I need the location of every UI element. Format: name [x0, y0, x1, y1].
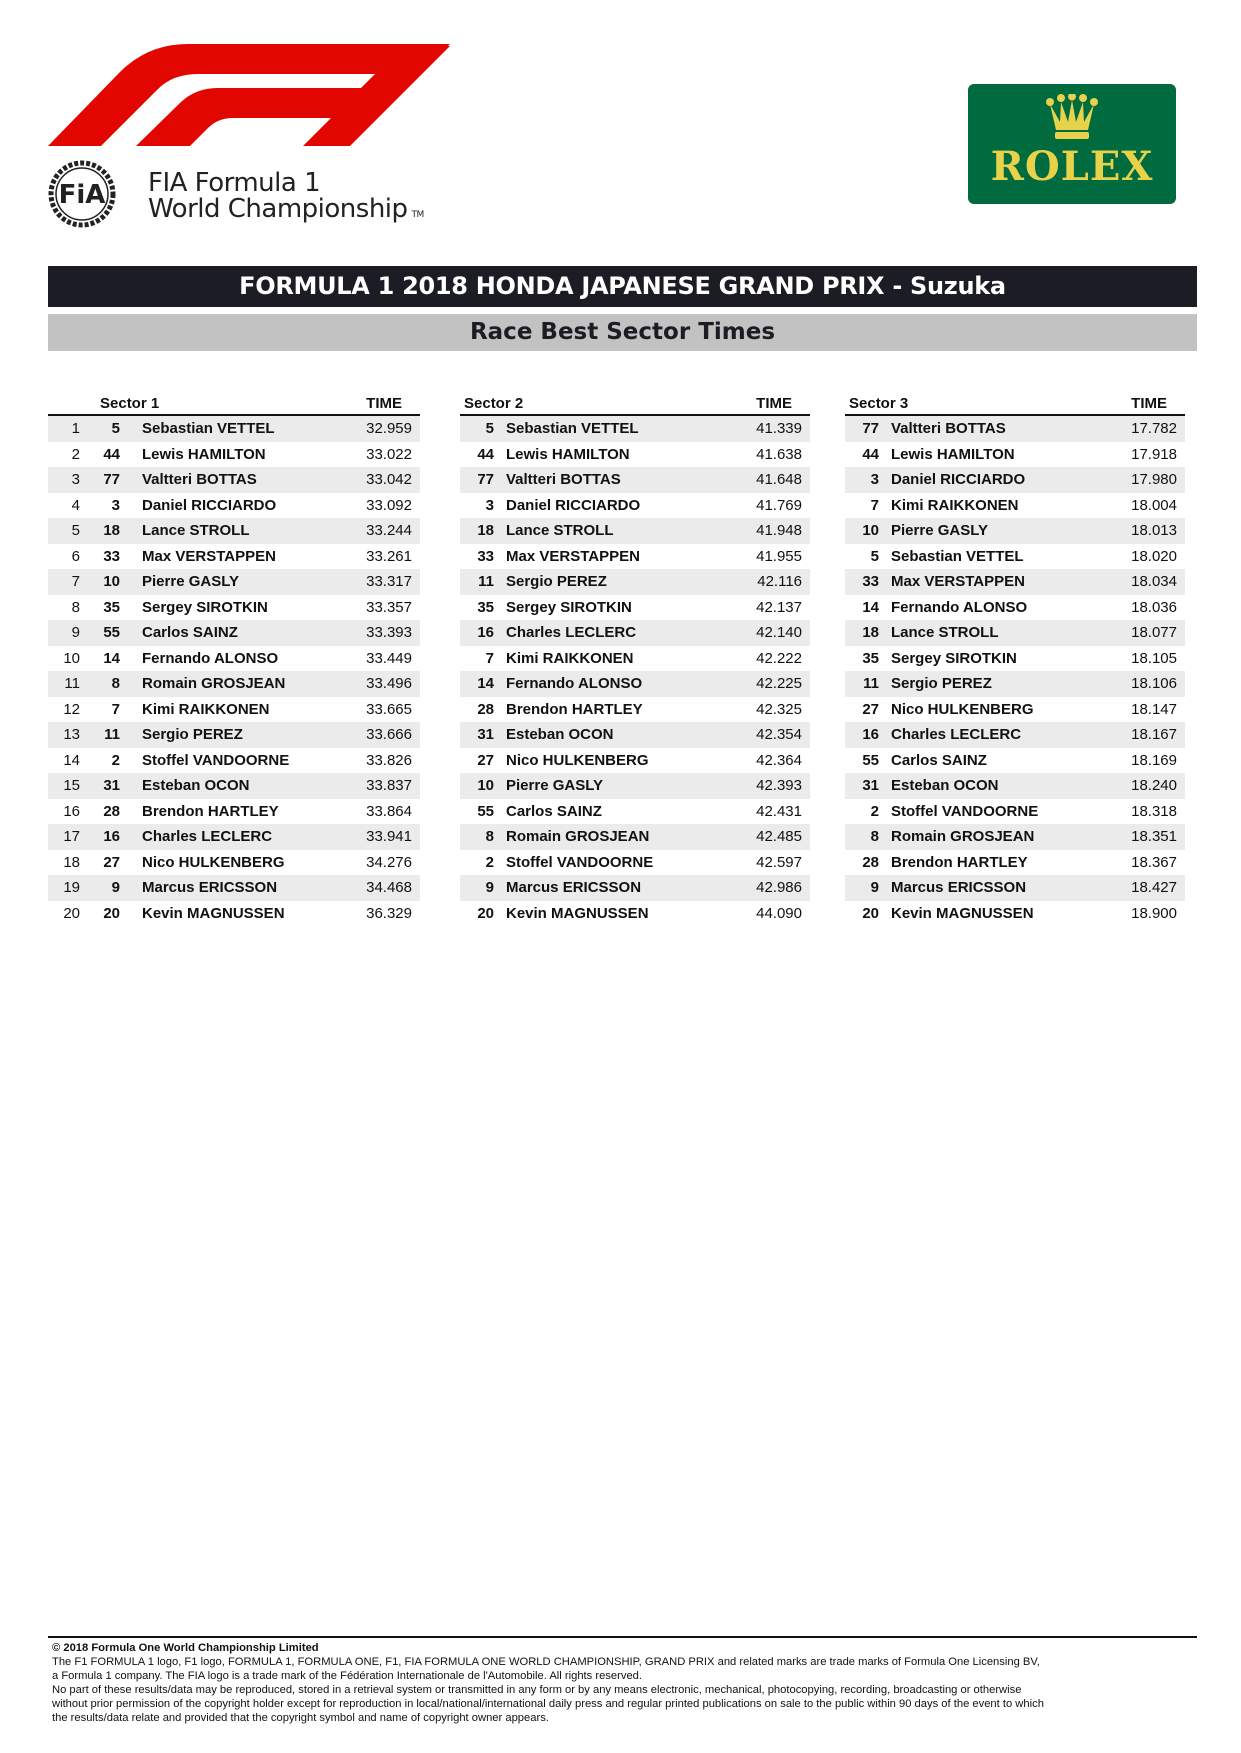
- car-number-cell: 9: [111, 879, 120, 896]
- sector-1-header: [48, 394, 420, 416]
- table-row: [845, 850, 1185, 876]
- table-row: [845, 773, 1185, 799]
- sector-1-table: [48, 394, 420, 926]
- table-row: [48, 875, 420, 901]
- table-row: [460, 850, 810, 876]
- driver-name-cell: Esteban OCON: [506, 726, 614, 743]
- table-row: [845, 569, 1185, 595]
- sector-time-cell: 18.169: [1131, 751, 1177, 769]
- sector-time-cell: 41.769: [756, 496, 802, 514]
- sector-time-cell: 32.959: [366, 420, 412, 437]
- driver-name-cell: Nico HULKENBERG: [506, 751, 649, 769]
- position-cell: 7: [71, 573, 80, 590]
- sector-time-cell: 18.036: [1131, 598, 1177, 616]
- driver-name-cell: Sergio PEREZ: [891, 675, 992, 692]
- table-row: [460, 748, 810, 774]
- time-header: TIME: [366, 395, 402, 412]
- table-row: [845, 620, 1185, 646]
- table-row: [460, 595, 810, 621]
- table-row: [845, 518, 1185, 544]
- table-row: [48, 467, 420, 493]
- sector-time-cell: 33.496: [366, 675, 412, 692]
- driver-name-cell: Lance STROLL: [142, 522, 250, 539]
- driver-name-cell: Stoffel VANDOORNE: [891, 802, 1039, 820]
- position-cell: 2: [71, 445, 80, 463]
- position-cell: 20: [63, 904, 80, 922]
- driver-name-cell: Brendon HARTLEY: [506, 700, 643, 718]
- driver-name-cell: Brendon HARTLEY: [891, 853, 1028, 871]
- driver-name-cell: Stoffel VANDOORNE: [142, 751, 290, 769]
- car-number-cell: 31: [862, 777, 879, 794]
- car-number-cell: 18: [862, 624, 879, 641]
- position-cell: 5: [71, 522, 80, 539]
- car-number-cell: 28: [477, 700, 494, 718]
- sector-time-cell: 18.147: [1131, 700, 1177, 718]
- car-number-cell: 35: [862, 649, 879, 667]
- table-row: [48, 671, 420, 697]
- sector-time-cell: 33.022: [366, 445, 412, 463]
- car-number-cell: 77: [103, 471, 120, 488]
- car-number-cell: 33: [477, 547, 494, 565]
- car-number-cell: 9: [485, 879, 494, 896]
- crown-icon: [1044, 94, 1100, 144]
- table-row: [460, 722, 810, 748]
- time-header: TIME: [1131, 395, 1167, 412]
- car-number-cell: 8: [870, 828, 879, 845]
- car-number-cell: 5: [485, 420, 494, 437]
- footer-line: The F1 FORMULA 1 logo, F1 logo, FORMULA 1, FORMULA ONE, F1, FIA FORMULA ONE WORLD CHAMPIONSHIP, GRAND PRIX and related marks are trade marks of Formula One Licensing BV,: [52, 1656, 1040, 1668]
- car-number-cell: 55: [862, 751, 879, 769]
- sector-time-cell: 42.597: [756, 853, 802, 871]
- car-number-cell: 18: [477, 522, 494, 539]
- sector-time-cell: 18.367: [1131, 853, 1177, 871]
- time-header: TIME: [756, 395, 792, 412]
- car-number-cell: 14: [862, 598, 879, 616]
- car-number-cell: 7: [870, 496, 879, 514]
- footer-copyright: © 2018 Formula One World Championship Limited: [52, 1642, 319, 1654]
- table-row: [48, 620, 420, 646]
- table-row: [845, 799, 1185, 825]
- car-number-cell: 44: [862, 445, 879, 463]
- table-row: [48, 416, 420, 442]
- table-row: [460, 518, 810, 544]
- car-number-cell: 31: [103, 777, 120, 794]
- table-row: [460, 569, 810, 595]
- sector-time-cell: 17.980: [1131, 471, 1177, 488]
- sector-time-cell: 18.106: [1131, 675, 1177, 692]
- sector-time-cell: 33.837: [366, 777, 412, 794]
- sector-time-cell: 34.276: [366, 853, 412, 871]
- fia-line-2: World Championship: [148, 194, 408, 224]
- driver-name-cell: Daniel RICCIARDO: [506, 496, 641, 514]
- position-cell: 17: [63, 828, 80, 845]
- rolex-wordmark: ROLEX: [990, 143, 1154, 190]
- sector-time-cell: 41.638: [756, 445, 802, 463]
- car-number-cell: 2: [870, 802, 879, 820]
- table-row: [845, 467, 1185, 493]
- driver-name-cell: Kevin MAGNUSSEN: [506, 904, 649, 922]
- car-number-cell: 55: [103, 624, 120, 641]
- sector-time-cell: 33.449: [366, 649, 412, 667]
- sector-time-cell: 18.013: [1131, 522, 1177, 539]
- table-row: [48, 595, 420, 621]
- sector-time-cell: 33.941: [366, 828, 412, 845]
- table-row: [460, 875, 810, 901]
- sector-time-cell: 18.020: [1131, 547, 1177, 565]
- driver-name-cell: Daniel RICCIARDO: [891, 471, 1026, 488]
- table-row: [460, 901, 810, 927]
- table-row: [460, 467, 810, 493]
- driver-name-cell: Marcus ERICSSON: [142, 879, 278, 896]
- position-cell: 12: [63, 700, 80, 718]
- car-number-cell: 77: [862, 420, 879, 437]
- sector-time-cell: 18.427: [1131, 879, 1177, 896]
- table-row: [48, 748, 420, 774]
- car-number-cell: 27: [103, 853, 120, 871]
- driver-name-cell: Carlos SAINZ: [142, 624, 238, 641]
- driver-name-cell: Kimi RAIKKONEN: [142, 700, 270, 718]
- table-row: [845, 722, 1185, 748]
- driver-name-cell: Sergey SIROTKIN: [506, 598, 632, 616]
- table-row: [48, 824, 420, 850]
- position-cell: 8: [71, 598, 80, 616]
- sector-time-cell: 18.077: [1131, 624, 1177, 641]
- driver-name-cell: Pierre GASLY: [506, 777, 603, 794]
- car-number-cell: 3: [870, 471, 879, 488]
- driver-name-cell: Marcus ERICSSON: [891, 879, 1027, 896]
- sector-2-table: [460, 394, 810, 926]
- car-number-cell: 16: [103, 828, 120, 845]
- table-row: [48, 722, 420, 748]
- fia-wordmark: [148, 170, 424, 228]
- sector-time-cell: 42.137: [756, 598, 802, 616]
- footer-divider: [48, 1636, 1197, 1638]
- position-cell: 4: [71, 496, 80, 514]
- sector-time-cell: 42.986: [756, 879, 802, 896]
- sector-time-cell: 17.918: [1131, 445, 1177, 463]
- driver-name-cell: Pierre GASLY: [891, 522, 988, 539]
- table-row: [48, 697, 420, 723]
- car-number-cell: 35: [477, 598, 494, 616]
- car-number-cell: 10: [103, 573, 120, 590]
- sector-time-cell: 36.329: [366, 904, 412, 922]
- driver-name-cell: Fernando ALONSO: [506, 675, 643, 692]
- driver-name-cell: Carlos SAINZ: [891, 751, 987, 769]
- driver-name-cell: Fernando ALONSO: [891, 598, 1028, 616]
- car-number-cell: 44: [103, 445, 120, 463]
- sector-time-cell: 42.393: [756, 777, 802, 794]
- sector-time-cell: 33.261: [366, 547, 412, 565]
- sector-time-cell: 44.090: [756, 904, 802, 922]
- table-row: [845, 416, 1185, 442]
- sector-time-cell: 42.485: [756, 828, 802, 845]
- page-title: FORMULA 1 2018 HONDA JAPANESE GRAND PRIX - Suzuka: [48, 266, 1197, 307]
- driver-name-cell: Kevin MAGNUSSEN: [142, 904, 285, 922]
- driver-name-cell: Kimi RAIKKONEN: [891, 496, 1019, 514]
- f1-logo: [48, 44, 450, 146]
- position-cell: 14: [63, 751, 80, 769]
- car-number-cell: 3: [111, 496, 120, 514]
- driver-name-cell: Stoffel VANDOORNE: [506, 853, 654, 871]
- table-row: [460, 671, 810, 697]
- driver-name-cell: Romain GROSJEAN: [142, 675, 286, 692]
- table-row: [460, 773, 810, 799]
- table-row: [845, 671, 1185, 697]
- sector-time-cell: 42.222: [756, 649, 802, 667]
- position-cell: 10: [63, 649, 80, 667]
- sector-time-cell: 33.357: [366, 598, 412, 616]
- table-row: [460, 799, 810, 825]
- car-number-cell: 2: [485, 853, 494, 871]
- table-row: [48, 901, 420, 927]
- table-row: [845, 544, 1185, 570]
- position-cell: 16: [63, 802, 80, 820]
- sector-time-cell: 33.244: [366, 522, 412, 539]
- table-row: [48, 646, 420, 672]
- sector-time-cell: 33.092: [366, 496, 412, 514]
- table-row: [460, 416, 810, 442]
- table-row: [460, 442, 810, 468]
- trademark-mark: TM: [411, 210, 424, 220]
- driver-name-cell: Charles LECLERC: [142, 828, 273, 845]
- table-row: [460, 697, 810, 723]
- car-number-cell: 9: [870, 879, 879, 896]
- table-row: [48, 799, 420, 825]
- table-row: [845, 748, 1185, 774]
- car-number-cell: 10: [862, 522, 879, 539]
- car-number-cell: 8: [485, 828, 494, 845]
- car-number-cell: 44: [477, 445, 494, 463]
- driver-name-cell: Marcus ERICSSON: [506, 879, 642, 896]
- driver-name-cell: Max VERSTAPPEN: [506, 547, 640, 565]
- sector-time-cell: 18.240: [1131, 777, 1177, 794]
- table-row: [460, 544, 810, 570]
- car-number-cell: 31: [477, 726, 494, 743]
- car-number-cell: 11: [478, 573, 494, 590]
- sector-time-cell: 34.468: [366, 879, 412, 896]
- position-cell: 11: [64, 675, 80, 692]
- driver-name-cell: Lance STROLL: [506, 522, 614, 539]
- sector-time-cell: 41.955: [756, 547, 802, 565]
- driver-name-cell: Charles LECLERC: [506, 624, 637, 641]
- car-number-cell: 55: [477, 802, 494, 820]
- driver-name-cell: Nico HULKENBERG: [891, 700, 1034, 718]
- driver-name-cell: Lewis HAMILTON: [142, 445, 266, 463]
- driver-name-cell: Esteban OCON: [891, 777, 999, 794]
- table-row: [845, 824, 1185, 850]
- sector-time-cell: 18.318: [1131, 802, 1177, 820]
- driver-name-cell: Valtteri BOTTAS: [142, 471, 257, 488]
- car-number-cell: 20: [477, 904, 494, 922]
- sector-1-label: Sector 1: [100, 395, 160, 412]
- table-row: [845, 875, 1185, 901]
- sector-time-cell: 41.948: [756, 522, 802, 539]
- car-number-cell: 5: [870, 547, 879, 565]
- sector-time-cell: 42.354: [756, 726, 802, 743]
- driver-name-cell: Lance STROLL: [891, 624, 999, 641]
- car-number-cell: 11: [104, 726, 120, 743]
- car-number-cell: 28: [103, 802, 120, 820]
- driver-name-cell: Sergio PEREZ: [506, 573, 607, 590]
- car-number-cell: 14: [477, 675, 494, 692]
- driver-name-cell: Valtteri BOTTAS: [891, 420, 1006, 437]
- sector-time-cell: 42.116: [757, 573, 802, 590]
- table-row: [460, 493, 810, 519]
- table-row: [845, 901, 1185, 927]
- driver-name-cell: Sergey SIROTKIN: [891, 649, 1017, 667]
- car-number-cell: 33: [103, 547, 120, 565]
- sector-time-cell: 42.225: [756, 675, 802, 692]
- car-number-cell: 10: [477, 777, 494, 794]
- position-cell: 19: [63, 879, 80, 896]
- car-number-cell: 18: [103, 522, 120, 539]
- table-row: [48, 544, 420, 570]
- driver-name-cell: Fernando ALONSO: [142, 649, 279, 667]
- sector-time-cell: 42.364: [756, 751, 802, 769]
- table-row: [48, 850, 420, 876]
- sector-time-cell: 18.351: [1131, 828, 1177, 845]
- car-number-cell: 7: [485, 649, 494, 667]
- sector-time-cell: 18.167: [1131, 726, 1177, 743]
- sector-time-cell: 42.431: [756, 802, 802, 820]
- table-row: [460, 824, 810, 850]
- car-number-cell: 27: [862, 700, 879, 718]
- sector-3-header: [845, 394, 1185, 416]
- driver-name-cell: Sebastian VETTEL: [142, 420, 275, 437]
- footer-line: without prior permission of the copyright holder except for reproduction in local/national/international daily press and regular printed publications on sale to the public within 90 days of the event to which: [52, 1698, 1044, 1710]
- svg-text:FiA: FiA: [58, 180, 106, 210]
- table-row: [48, 493, 420, 519]
- table-row: [48, 518, 420, 544]
- sector-time-cell: 33.042: [366, 471, 412, 488]
- position-cell: 18: [63, 853, 80, 871]
- footer: [52, 1641, 1197, 1725]
- table-row: [845, 493, 1185, 519]
- driver-name-cell: Kevin MAGNUSSEN: [891, 904, 1034, 922]
- position-cell: 9: [71, 624, 80, 641]
- driver-name-cell: Max VERSTAPPEN: [142, 547, 276, 565]
- driver-name-cell: Carlos SAINZ: [506, 802, 602, 820]
- sector-time-cell: 17.782: [1131, 420, 1177, 437]
- driver-name-cell: Nico HULKENBERG: [142, 853, 285, 871]
- page-subtitle: Race Best Sector Times: [48, 314, 1197, 351]
- driver-name-cell: Max VERSTAPPEN: [891, 573, 1025, 590]
- car-number-cell: 5: [111, 420, 120, 437]
- position-cell: 6: [71, 547, 80, 565]
- table-row: [845, 697, 1185, 723]
- car-number-cell: 20: [103, 904, 120, 922]
- driver-name-cell: Esteban OCON: [142, 777, 250, 794]
- driver-name-cell: Romain GROSJEAN: [506, 828, 650, 845]
- car-number-cell: 3: [485, 496, 494, 514]
- footer-line: No part of these results/data may be reproduced, stored in a retrieval system or transmitted in any form or by any means electronic, mechanical, photocopying, recording, broadcasting or otherwise: [52, 1684, 1022, 1696]
- sector-time-cell: 33.317: [366, 573, 412, 590]
- car-number-cell: 2: [111, 751, 120, 769]
- sector-time-cell: 42.325: [756, 700, 802, 718]
- sector-3-table: [845, 394, 1185, 926]
- position-cell: 1: [71, 420, 80, 437]
- sector-time-cell: 18.034: [1131, 573, 1177, 590]
- driver-name-cell: Daniel RICCIARDO: [142, 496, 277, 514]
- driver-name-cell: Kimi RAIKKONEN: [506, 649, 634, 667]
- driver-name-cell: Sergio PEREZ: [142, 726, 243, 743]
- car-number-cell: 16: [477, 624, 494, 641]
- sector-time-cell: 33.864: [366, 802, 412, 820]
- sector-time-cell: 42.140: [756, 624, 802, 641]
- car-number-cell: 20: [862, 904, 879, 922]
- driver-name-cell: Sebastian VETTEL: [891, 547, 1024, 565]
- driver-name-cell: Charles LECLERC: [891, 726, 1022, 743]
- position-cell: 3: [71, 471, 80, 488]
- footer-line: a Formula 1 company. The FIA logo is a trade mark of the Fédération Internationale de l'Automobile. All rights reserved.: [52, 1670, 642, 1682]
- car-number-cell: 16: [862, 726, 879, 743]
- table-row: [48, 442, 420, 468]
- car-number-cell: 8: [111, 675, 120, 692]
- footer-line: the results/data relate and provided that the copyright symbol and name of copyright owner appears.: [52, 1712, 549, 1724]
- sector-2-label: Sector 2: [464, 395, 524, 412]
- table-row: [460, 646, 810, 672]
- car-number-cell: 35: [103, 598, 120, 616]
- sector-time-cell: 33.665: [366, 700, 412, 718]
- sector-time-cell: 41.339: [756, 420, 802, 437]
- fia-line-1: FIA Formula 1: [148, 168, 321, 198]
- position-cell: 13: [63, 726, 80, 743]
- driver-name-cell: Sebastian VETTEL: [506, 420, 639, 437]
- sector-time-cell: 33.393: [366, 624, 412, 641]
- driver-name-cell: Pierre GASLY: [142, 573, 239, 590]
- sector-time-cell: 33.666: [366, 726, 412, 743]
- table-row: [845, 595, 1185, 621]
- sector-3-label: Sector 3: [849, 395, 909, 412]
- car-number-cell: 28: [862, 853, 879, 871]
- car-number-cell: 77: [477, 471, 494, 488]
- rolex-logo: [968, 84, 1176, 204]
- sector-2-header: [460, 394, 810, 416]
- table-row: [460, 620, 810, 646]
- car-number-cell: 33: [862, 573, 879, 590]
- table-row: [845, 646, 1185, 672]
- driver-name-cell: Brendon HARTLEY: [142, 802, 279, 820]
- car-number-cell: 11: [863, 675, 879, 692]
- table-row: [48, 569, 420, 595]
- driver-name-cell: Sergey SIROTKIN: [142, 598, 268, 616]
- driver-name-cell: Valtteri BOTTAS: [506, 471, 621, 488]
- sector-time-cell: 18.004: [1131, 496, 1177, 514]
- car-number-cell: 14: [103, 649, 120, 667]
- table-row: [48, 773, 420, 799]
- sector-time-cell: 41.648: [756, 471, 802, 488]
- driver-name-cell: Lewis HAMILTON: [891, 445, 1015, 463]
- driver-name-cell: Lewis HAMILTON: [506, 445, 630, 463]
- driver-name-cell: Romain GROSJEAN: [891, 828, 1035, 845]
- sector-time-cell: 33.826: [366, 751, 412, 769]
- car-number-cell: 7: [111, 700, 120, 718]
- sector-time-cell: 18.105: [1131, 649, 1177, 667]
- car-number-cell: 27: [477, 751, 494, 769]
- sector-time-cell: 18.900: [1131, 904, 1177, 922]
- fia-logo: [48, 160, 148, 228]
- position-cell: 15: [63, 777, 80, 794]
- table-row: [845, 442, 1185, 468]
